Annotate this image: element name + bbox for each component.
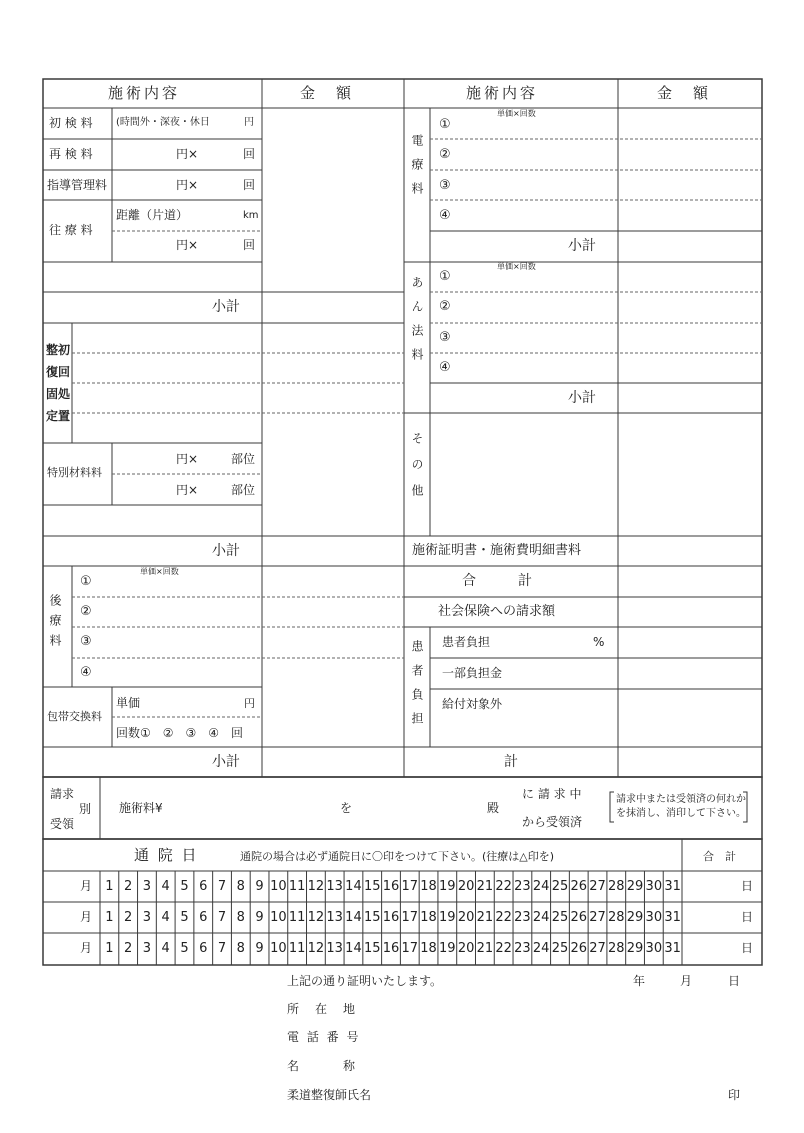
denryo-n1: ① (439, 117, 451, 132)
visit-day-cell: 15 (363, 879, 381, 894)
visits-title: 通 院 日 (134, 846, 199, 864)
visit-day-cell: 22 (495, 879, 512, 894)
visit-day-cell: 16 (382, 910, 400, 925)
claim-fee: 施術料¥ (119, 801, 163, 815)
visit-day-cell: 24 (532, 941, 550, 956)
shokenryo-note: (時間外・深夜・休日 (116, 117, 210, 128)
visit-day-cell: 23 (514, 910, 531, 925)
hotai-label: 包帯交換料 (47, 710, 102, 723)
claim-juryozumi: から受領済 (522, 815, 583, 829)
anpo-tanka-kaisu: 単価×回数 (497, 262, 536, 271)
visit-day-cell: 9 (255, 941, 264, 956)
shokenryo-yen: 円 (244, 117, 254, 128)
hotai-yen: 円 (244, 697, 255, 710)
ichibu-label: 一部負担金 (442, 666, 503, 680)
tokubetsu-yen-times-2: 円× (176, 483, 199, 497)
visit-day-cell: 19 (439, 910, 456, 925)
visit-day-cell: 30 (645, 941, 663, 956)
visit-day-cell: 18 (420, 879, 437, 894)
visit-day-cell: 19 (439, 879, 456, 894)
visit-day-cell: 4 (161, 941, 170, 956)
visit-day-cell: 14 (345, 941, 362, 956)
visit-day-cell: 30 (645, 879, 663, 894)
visit-day-cell: 10 (270, 941, 287, 956)
claim-seikyu: 請求 (50, 787, 75, 801)
visit-day-cell: 15 (363, 910, 381, 925)
visit-day-cell: 1 (105, 941, 114, 956)
visit-day-cell: 17 (401, 879, 419, 894)
visit-day-cell: 14 (345, 910, 362, 925)
visit-day-cell: 10 (270, 910, 287, 925)
cert-phone: 電 話 番 号 (287, 1030, 361, 1044)
visit-day-cell: 1 (105, 879, 114, 894)
visit-day-cell: 26 (570, 879, 587, 894)
visit-day-cell: 27 (589, 910, 606, 925)
visit-day-cell: 31 (664, 910, 681, 925)
visit-day-cell: 17 (401, 941, 419, 956)
visit-month-label-2: 月 (80, 910, 93, 924)
claim-note-1: 請求中または受領済の何れか (616, 794, 746, 805)
visit-day-cell: 16 (382, 941, 400, 956)
shomeisho-label: 施術証明書・施術費明細書料 (412, 543, 582, 558)
seikyu-label: 社会保険への請求額 (438, 604, 556, 619)
anpo-label: あん法料 (410, 276, 424, 372)
visit-day-cell: 18 (420, 910, 437, 925)
oryo-yen-times: 円× (176, 238, 199, 252)
visit-day-cell: 20 (457, 879, 475, 894)
cert-address: 所 在 地 (287, 1002, 358, 1016)
seifuku-line-4: 定置 (46, 409, 71, 423)
shido-yen-times: 円× (176, 178, 199, 192)
oryo-kai: 回 (243, 238, 256, 252)
visit-day-cell: 5 (180, 879, 189, 894)
cert-name: 名 称 (287, 1059, 358, 1073)
visit-day-cell: 11 (288, 941, 306, 956)
koryo-n3: ③ (80, 634, 92, 649)
visit-day-cell: 7 (217, 941, 227, 956)
visit-day-cell: 7 (217, 879, 227, 894)
claim-seikyuchu: に 請 求 中 (522, 787, 582, 801)
visit-day-cell: 2 (124, 910, 133, 925)
visit-day-cell: 13 (326, 879, 343, 894)
visit-day-cell: 4 (161, 910, 170, 925)
visit-day-cell: 6 (199, 941, 208, 956)
visit-day-cell: 28 (608, 910, 625, 925)
visit-day-cell: 25 (551, 879, 569, 894)
visit-day-cell: 12 (307, 910, 325, 925)
visit-day-cell: 5 (180, 910, 189, 925)
seifuku-line-3: 固処 (46, 387, 71, 401)
visit-day-cell: 31 (664, 941, 681, 956)
tokubetsu-bui-2: 部位 (231, 483, 256, 497)
visit-day-cell: 21 (476, 879, 494, 894)
shokenryo-label: 初 検 料 (49, 116, 93, 130)
anpo-n3: ③ (439, 330, 451, 345)
claim-wo: を (340, 801, 353, 815)
header-amount-left: 金 額 (300, 84, 355, 102)
claim-note-2: を抹消し、消印して下さい。 (616, 808, 746, 819)
kyufu-label: 給付対象外 (442, 697, 503, 711)
shido-kai: 回 (243, 178, 256, 192)
visit-day-cell: 2 (124, 941, 133, 956)
visit-day-cell: 13 (326, 910, 343, 925)
visit-day-cell: 7 (217, 910, 227, 925)
cert-seal: 印 (728, 1088, 741, 1102)
visit-day-cell: 11 (288, 910, 306, 925)
visits-instruction: 通院の場合は必ず通院日に〇印をつけて下さい。(往療は△印を) (240, 850, 555, 863)
visit-day-cell: 31 (664, 879, 681, 894)
visit-day-cell: 2 (124, 879, 133, 894)
claim-juryo: 受領 (50, 817, 75, 831)
kanja-futan: 患者負担 (442, 635, 491, 649)
visit-day-cell: 8 (236, 879, 245, 894)
visit-day-cell: 12 (307, 879, 325, 894)
cert-nen: 年 (633, 974, 646, 988)
visit-day-cell: 25 (551, 941, 569, 956)
visit-day-cell: 24 (532, 910, 550, 925)
visit-day-cell: 27 (589, 941, 606, 956)
tokubetsu-bui-1: 部位 (231, 452, 256, 466)
cert-hi: 日 (728, 974, 741, 988)
visit-day-cell: 27 (589, 879, 606, 894)
visit-day-cell: 9 (255, 910, 264, 925)
visit-day-unit-2: 日 (741, 910, 754, 924)
visit-day-cell: 26 (570, 941, 587, 956)
koryo-n4: ④ (80, 665, 92, 680)
header-amount-right: 金 額 (657, 84, 712, 102)
visit-day-cell: 19 (439, 941, 456, 956)
left-subtotal-3: 小計 (212, 754, 240, 770)
visit-day-cell: 29 (626, 941, 644, 956)
visit-day-cell: 24 (532, 879, 550, 894)
visit-day-cell: 3 (142, 910, 152, 925)
visit-day-cell: 10 (270, 879, 287, 894)
denryo-label: 電療料 (410, 134, 424, 206)
visit-day-cell: 3 (142, 941, 152, 956)
denryo-subtotal: 小計 (568, 238, 596, 254)
visit-day-cell: 28 (608, 879, 625, 894)
visit-day-cell: 8 (236, 910, 245, 925)
right-kei: 計 (504, 754, 518, 770)
left-subtotal-1: 小計 (212, 299, 240, 315)
visit-day-cell: 28 (608, 941, 625, 956)
saikenryo-yen-times: 円× (176, 147, 199, 161)
anpo-subtotal: 小計 (568, 390, 596, 406)
visit-day-cell: 26 (570, 910, 587, 925)
visit-day-cell: 6 (199, 879, 208, 894)
koryo-label: 後療料 (48, 594, 62, 654)
visit-day-cell: 3 (142, 879, 152, 894)
visit-day-cell: 29 (626, 910, 644, 925)
visit-day-cell: 8 (236, 941, 245, 956)
left-subtotal-2: 小計 (212, 543, 240, 559)
visit-day-cell: 6 (199, 910, 208, 925)
visit-day-cell: 22 (495, 941, 512, 956)
visit-day-cell: 21 (476, 941, 494, 956)
tokubetsu-yen-times-1: 円× (176, 452, 199, 466)
visit-day-cell: 9 (255, 879, 264, 894)
shido-label: 指導管理料 (47, 178, 108, 192)
visit-day-cell: 23 (514, 879, 531, 894)
visit-month-label-1: 月 (80, 879, 93, 893)
visit-day-unit-3: 日 (741, 941, 754, 955)
visit-day-cell: 29 (626, 879, 644, 894)
visit-day-cell: 25 (551, 910, 569, 925)
saikenryo-kai: 回 (243, 147, 256, 161)
seifuku-line-1: 整初 (46, 343, 71, 357)
hotai-tanka: 単価 (116, 696, 141, 710)
koryo-tanka-kaisu: 単価×回数 (140, 567, 179, 576)
visit-month-label-3: 月 (80, 941, 93, 955)
kanja-percent: % (593, 635, 605, 649)
anpo-n1: ① (439, 269, 451, 284)
claim-dono: 殿 (487, 801, 500, 815)
visit-day-cell: 1 (105, 910, 114, 925)
cert-statement: 上記の通り証明いたします。 (287, 974, 443, 988)
visit-day-cell: 17 (401, 910, 419, 925)
denryo-n3: ③ (439, 178, 451, 193)
visit-day-cell: 20 (457, 941, 475, 956)
kanja-label: 患者負担 (410, 640, 424, 736)
oryo-label: 往 療 料 (49, 223, 93, 237)
visit-day-cell: 11 (288, 879, 306, 894)
hotai-kaisu-row: 回数① ② ③ ④ 回 (116, 726, 244, 740)
visit-day-cell: 20 (457, 910, 475, 925)
header-content-right: 施術内容 (466, 84, 539, 102)
visits-total-label: 合 計 (703, 850, 736, 863)
cert-practitioner: 柔道整復師氏名 (287, 1088, 372, 1102)
oryo-km: km (243, 210, 259, 221)
sonota-label: その他 (410, 432, 424, 510)
koryo-n1: ① (80, 574, 92, 589)
denryo-n4: ④ (439, 208, 451, 223)
tokubetsu-label: 特別材料料 (47, 466, 102, 479)
denryo-tanka-kaisu: 単価×回数 (497, 109, 536, 118)
visit-day-cell: 15 (363, 941, 381, 956)
visit-day-cell: 5 (180, 941, 189, 956)
visit-day-cell: 30 (645, 910, 663, 925)
cert-tsuki: 月 (680, 974, 693, 988)
koryo-n2: ② (80, 604, 92, 619)
visit-day-cell: 13 (326, 941, 343, 956)
saikenryo-label: 再 検 料 (49, 147, 93, 161)
gokei-label: 合 計 (462, 573, 532, 589)
denryo-n2: ② (439, 147, 451, 162)
visit-day-cell: 16 (382, 879, 400, 894)
oryo-kyori: 距離（片道） (116, 208, 189, 222)
visit-day-cell: 23 (514, 941, 531, 956)
visit-day-cell: 12 (307, 941, 325, 956)
anpo-n2: ② (439, 299, 451, 314)
anpo-n4: ④ (439, 360, 451, 375)
seifuku-line-2: 復回 (46, 365, 71, 379)
visit-day-cell: 14 (345, 879, 362, 894)
visit-day-cell: 4 (161, 879, 170, 894)
claim-betsu: 別 (79, 802, 92, 816)
visit-day-cell: 18 (420, 941, 437, 956)
visit-day-cell: 22 (495, 910, 512, 925)
visit-day-cell: 21 (476, 910, 494, 925)
header-content-left: 施術内容 (108, 84, 181, 102)
visit-day-unit-1: 日 (741, 879, 754, 893)
